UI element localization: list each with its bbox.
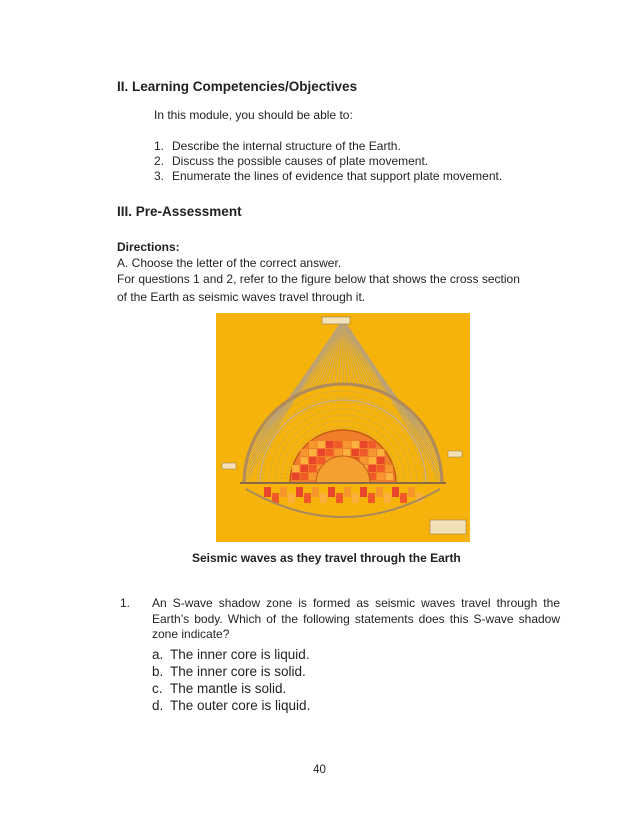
question-stem: An S-wave shadow zone is formed as seismic waves travel through the Earth’s body. Which of the following statements does this S-wave shadow zone indicate? [152,596,560,641]
seismic-waves-figure [216,313,470,542]
option-text: The outer core is liquid. [170,697,311,713]
option-text: The inner core is solid. [170,663,306,679]
directions-line-b: For questions 1 and 2, refer to the figure below that shows the cross section [117,272,520,286]
option-text: The mantle is solid. [170,680,287,696]
question-number: 1. [120,596,131,610]
option-letter: d. [152,697,164,713]
list-item-text: Describe the internal structure of the Earth. [172,139,401,153]
objectives-list [154,139,574,184]
answer-options [152,646,560,714]
directions-line-c: of the Earth as seismic waves travel through it. [117,290,366,304]
directions-line-a: A. Choose the letter of the correct answer. [117,256,342,270]
answer-option[interactable] [152,646,560,663]
option-text: The inner core is liquid. [170,646,310,662]
list-item-text: Discuss the possible causes of plate movement. [172,154,429,168]
answer-option[interactable] [152,697,560,714]
figure-caption: Seismic waves as they travel through the Earth [192,551,461,565]
list-item-number: 3. [154,169,165,183]
option-letter: a. [152,646,164,662]
option-letter: c. [152,680,163,696]
list-item [154,169,574,184]
answer-option[interactable] [152,680,560,697]
list-item [154,139,574,154]
objectives-intro: In this module, you should be able to: [154,108,353,122]
section-heading-pre-assessment: III. Pre-Assessment [117,204,242,219]
question-1 [120,596,560,714]
option-letter: b. [152,663,164,679]
list-item-number: 1. [154,139,165,153]
list-item [154,154,574,169]
list-item-number: 2. [154,154,165,168]
answer-option[interactable] [152,663,560,680]
earth-cross-section-illustration [216,313,470,542]
directions-label: Directions: [117,240,180,254]
page-number: 40 [313,764,326,776]
section-heading-objectives: II. Learning Competencies/Objectives [117,79,358,94]
list-item-text: Enumerate the lines of evidence that support plate movement. [172,169,503,183]
